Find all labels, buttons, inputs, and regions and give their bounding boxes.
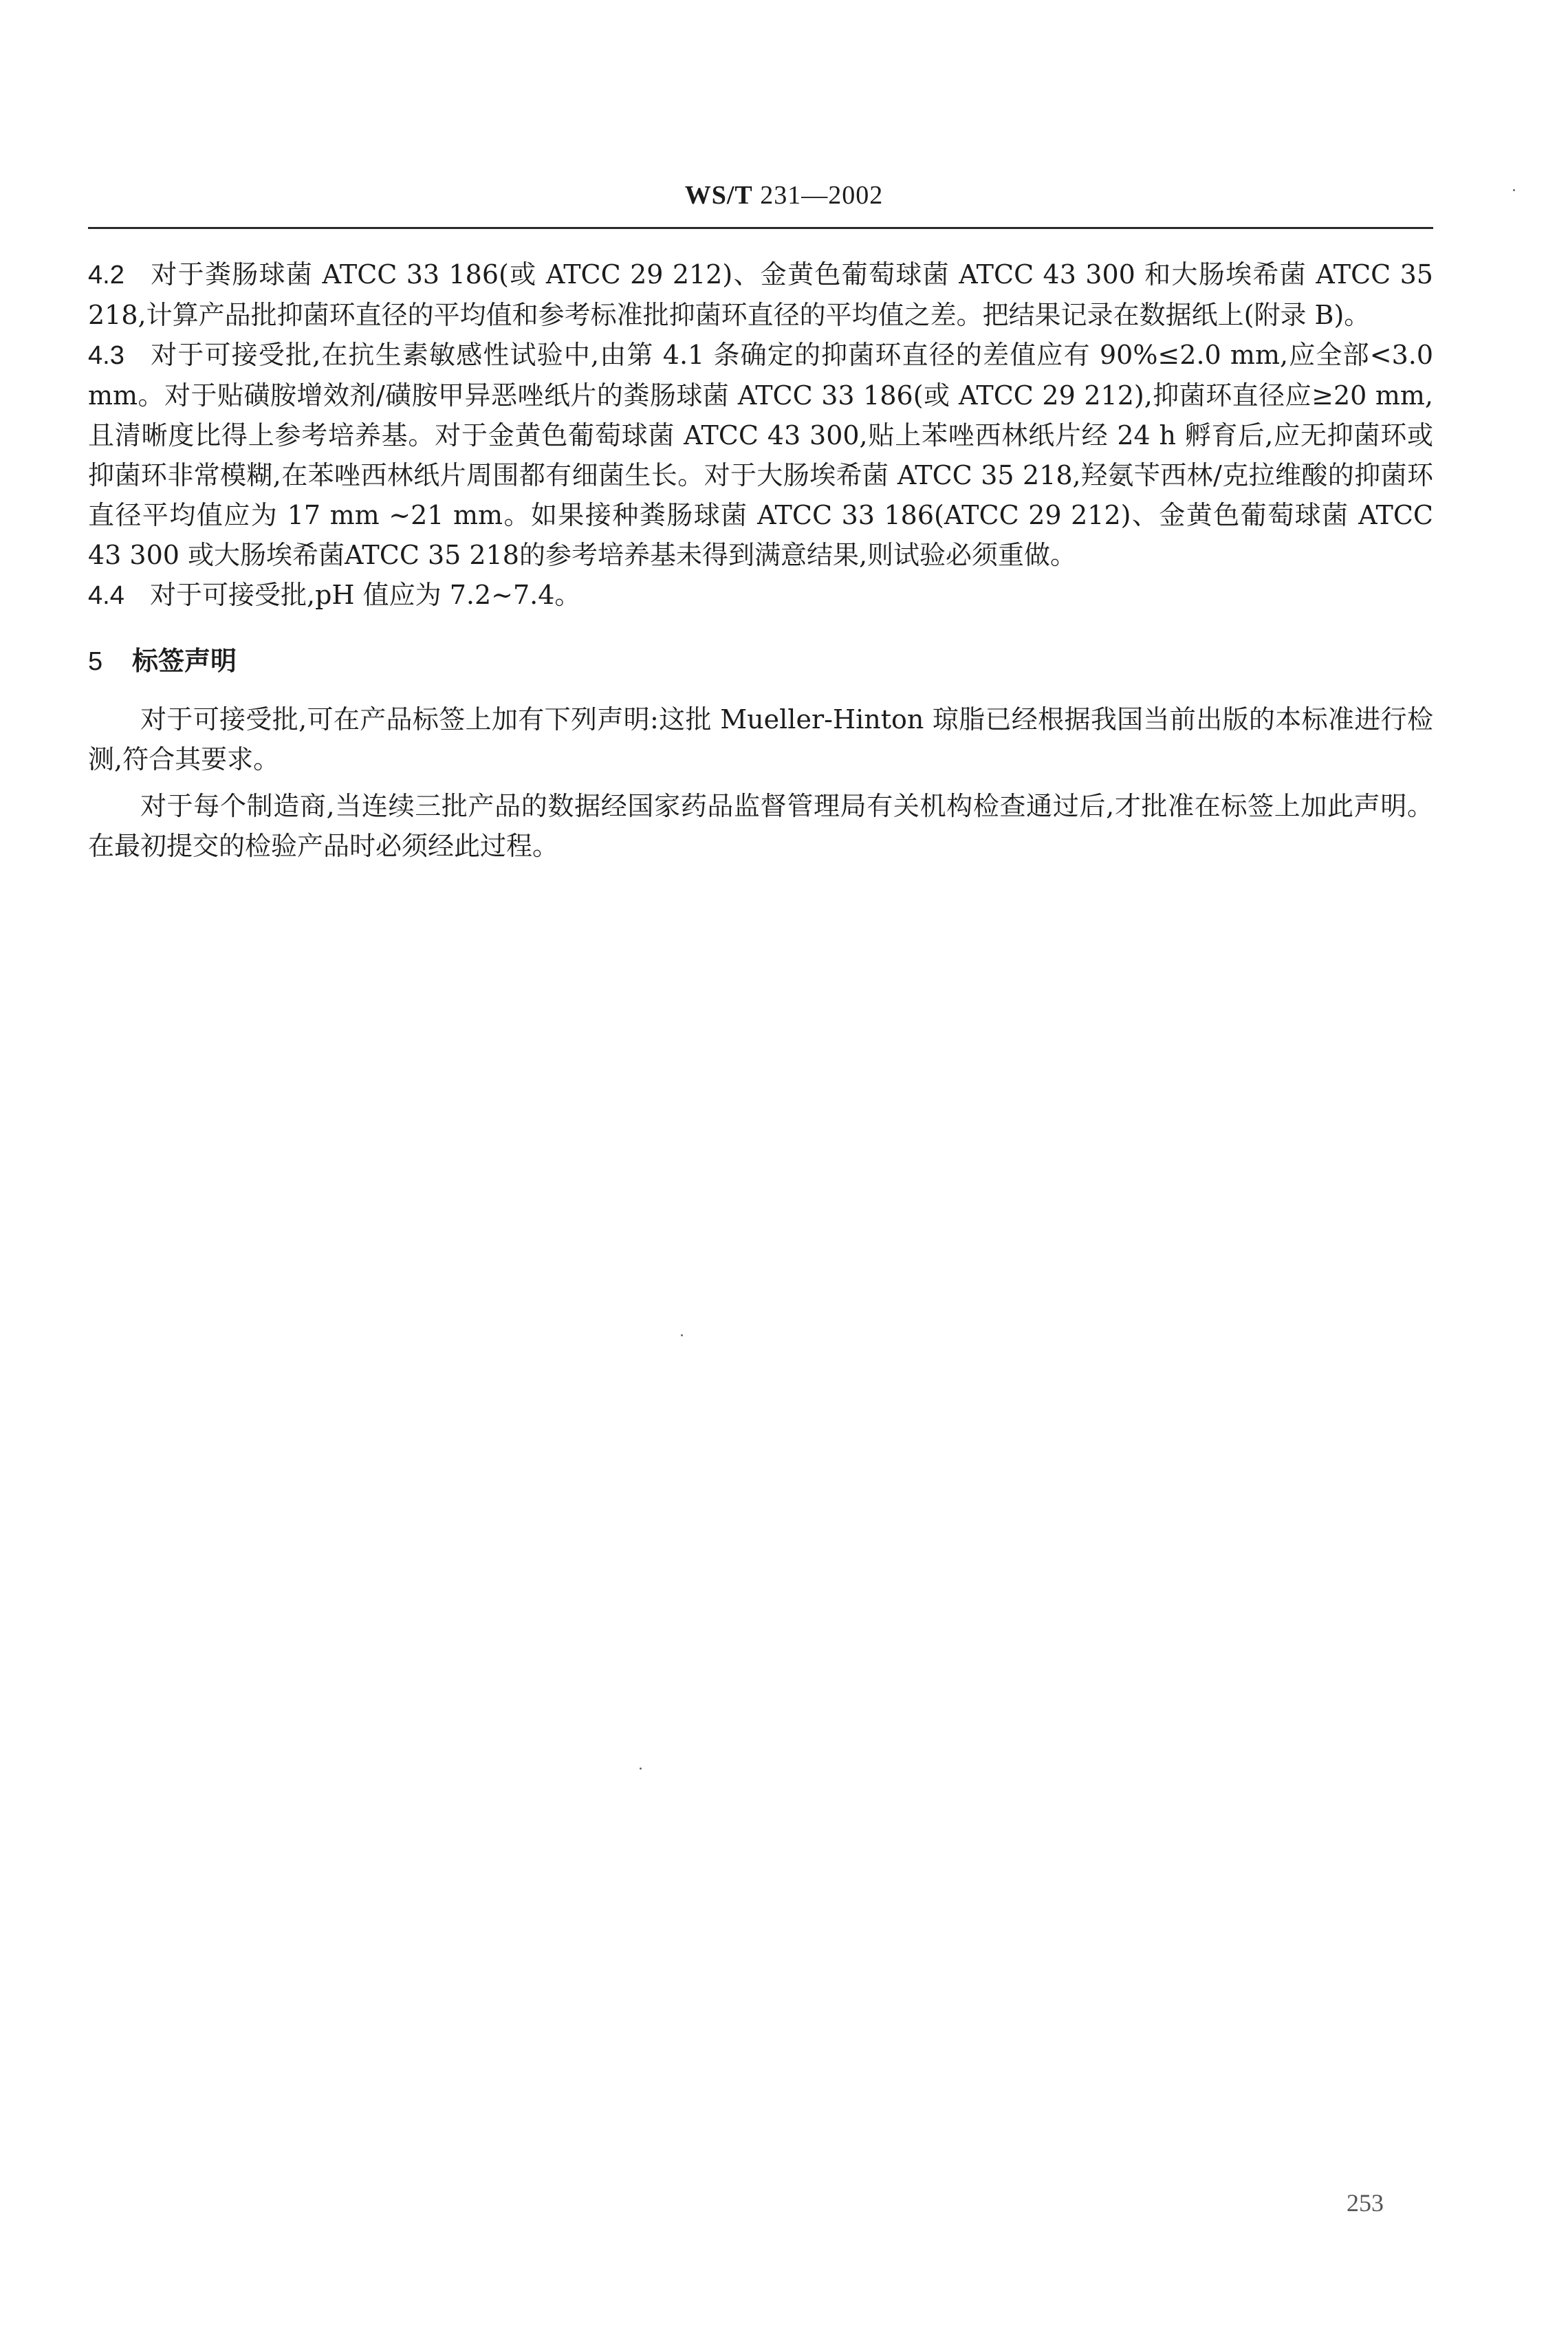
scan-speck bbox=[681, 1334, 683, 1336]
clause-text: 对于可接受批,pH 值应为 7.2~7.4。 bbox=[150, 580, 581, 610]
clause-text: 对于粪肠球菌 ATCC 33 186(或 ATCC 29 212)、金黄色葡萄球菌 ATCC 43 300 和大肠埃希菌 ATCC 35 218,计算产品批抑菌环直径的平均值和参考标准批抑菌环直径的平均值之差。把结果记录在数据纸上(附录 B)。 bbox=[88, 259, 1433, 330]
clause-4-2 bbox=[88, 254, 1433, 335]
document-body bbox=[88, 254, 1433, 873]
clause-number: 4.2 bbox=[88, 261, 124, 290]
clause-number: 4.3 bbox=[88, 341, 124, 370]
scan-speck bbox=[640, 1768, 642, 1770]
section-number: 5 bbox=[88, 647, 103, 676]
clause-4-4 bbox=[88, 575, 1433, 616]
header-rule bbox=[88, 227, 1433, 229]
clause-text: 对于可接受批,在抗生素敏感性试验中,由第 4.1 条确定的抑菌环直径的差值应有 90%≤2.0 mm,应全部<3.0 mm。对于贴磺胺增效剂/磺胺甲异恶唑纸片的粪肠球菌 ATCC 33 186(或 ATCC 29 212),抑菌环直径应≥20 mm,且清晰度比得上参考培养基。对于金黄色葡萄球菌 ATCC 43 300,贴上苯唑西林纸片经 24 h 孵育后,应无抑菌环或抑菌环非常模糊,在苯唑西林纸片周围都有细菌生长。对于大肠埃希菌 ATCC 35 218,羟氨苄西林/克拉维酸的抑菌环直径平均值应为 17 mm ~21 mm。如果接种粪肠球菌 ATCC 33 186(ATCC 29 212)、金黄色葡萄球菌 ATCC 43 300 或大肠埃希菌ATCC 35 218的参考培养基未得到满意结果,则试验必须重做。 bbox=[88, 340, 1433, 570]
clause-4-3 bbox=[88, 335, 1433, 575]
section-title: 标签声明 bbox=[132, 647, 237, 676]
section-paragraph: 对于可接受批,可在产品标签上加有下列声明:这批 Mueller-Hinton 琼脂已经根据我国当前出版的本标准进行检测,符合其要求。 bbox=[88, 704, 1433, 774]
standard-code: WS/T bbox=[684, 181, 753, 210]
clause-number: 4.4 bbox=[88, 581, 124, 610]
scan-speck bbox=[1513, 189, 1515, 191]
section-heading bbox=[88, 642, 1433, 682]
page-number: 253 bbox=[1347, 2189, 1384, 2217]
section-paragraph: 对于每个制造商,当连续三批产品的数据经国家药品监督管理局有关机构检查通过后,才批准在标签上加此声明。在最初提交的检验产品时必须经此过程。 bbox=[88, 791, 1433, 861]
standard-number: 231—2002 bbox=[760, 181, 884, 210]
document-header bbox=[0, 180, 1568, 210]
